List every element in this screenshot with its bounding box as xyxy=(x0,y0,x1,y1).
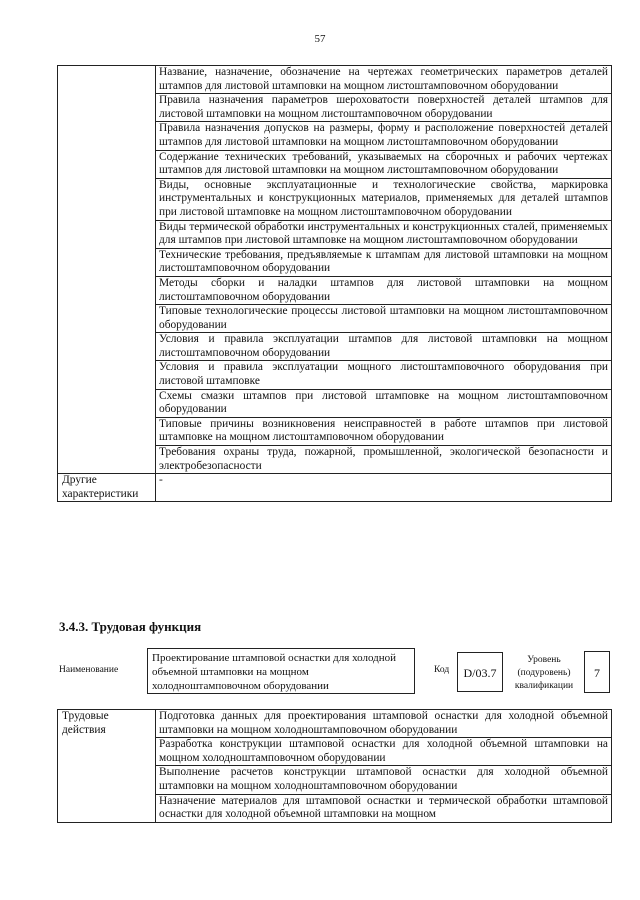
labor-action-item: Разработка конструкции штамповой оснастки для холодной объемной штамповки на мощном холодноштамповочном оборудовании xyxy=(156,738,612,766)
knowledge-item: Типовые причины возникновения неисправностей в работе штампов при листовой штамповке на мощном листоштамповочном оборудовании xyxy=(156,417,612,445)
knowledge-item: Требования охраны труда, пожарной, промышленной, экологической безопасности и электробезопасности xyxy=(156,446,612,474)
knowledge-item: Виды термической обработки инструментальных и конструкционных сталей, применяемых для штампов при листовой штамповке на мощном листоштамповочном оборудовании xyxy=(156,220,612,248)
table-row xyxy=(58,710,612,738)
labor-actions-table xyxy=(57,709,612,823)
labor-actions-label: Трудовые действия xyxy=(58,710,156,823)
knowledge-item: Правила назначения допусков на размеры, форму и расположение поверхностей деталей штампов для листовой штамповки на мощном листоштамповочном оборудовании xyxy=(156,122,612,150)
table-row xyxy=(58,66,612,94)
labor-action-item: Выполнение расчетов конструкции штамповой оснастки для холодной объемной штамповки на мощном холодноштамповочном оборудовании xyxy=(156,766,612,794)
qualification-level: 7 xyxy=(584,651,610,693)
labor-action-item: Назначение материалов для штамповой оснастки и термической обработки штамповой оснастки для холодной объемной штамповки на мощном xyxy=(156,794,612,822)
function-code: D/03.7 xyxy=(457,652,503,692)
code-label: Код xyxy=(434,665,450,675)
knowledge-item: Технические требования, предъявляемые к штампам для листовой штамповки на мощном листоштамповочном оборудовании xyxy=(156,248,612,276)
knowledge-item: Название, назначение, обозначение на чертежах геометрических параметров деталей штампов для листовой штамповки на мощном листоштамповочном оборудовании xyxy=(156,66,612,94)
knowledge-item: Правила назначения параметров шероховатости поверхностей деталей штампов для листовой штамповки на мощном листоштамповочном оборудовании xyxy=(156,94,612,122)
knowledge-item: Методы сборки и наладки штампов для листовой штамповки на мощном листоштамповочном оборудовании xyxy=(156,276,612,304)
knowledge-item: Условия и правила эксплуатации штампов для листовой штамповки на мощном листоштамповочном оборудовании xyxy=(156,333,612,361)
name-label: Наименование xyxy=(59,665,119,675)
function-name: Проектирование штамповой оснастки для холодной объемной штамповки на мощном холодноштамповочном оборудовании xyxy=(147,648,415,694)
other-characteristics-label: Другие характеристики xyxy=(58,474,156,502)
page-number: 57 xyxy=(314,33,326,45)
knowledge-item: Виды, основные эксплуатационные и технологические свойства, маркировка инструментальных и конструкционных материалов, применяемых для деталей штампов при листовой штамповке на мощном листоштамповочном оборудовании xyxy=(156,178,612,220)
knowledge-item: Схемы смазки штампов при листовой штамповке на мощном листоштамповочном оборудовании xyxy=(156,389,612,417)
knowledge-item: Условия и правила эксплуатации мощного листоштамповочного оборудования при листовой штамповке xyxy=(156,361,612,389)
level-label: Уровень (подуровень) квалификации xyxy=(514,655,574,691)
knowledge-item: Типовые технологические процессы листовой штамповки на мощном листоштамповочном оборудовании xyxy=(156,305,612,333)
other-characteristics-value: - xyxy=(156,474,612,502)
knowledge-item: Содержание технических требований, указываемых на сборочных и рабочих чертежах штампов для листовой штамповки на мощном листоштамповочном оборудовании xyxy=(156,150,612,178)
section-title: 3.4.3. Трудовая функция xyxy=(59,619,202,634)
table-row xyxy=(58,474,612,502)
labor-action-item: Подготовка данных для проектирования штамповой оснастки для холодной объемной штамповки на мощном холодноштамповочном оборудовании xyxy=(156,710,612,738)
knowledge-table xyxy=(57,65,612,502)
row-label-empty xyxy=(58,66,156,474)
